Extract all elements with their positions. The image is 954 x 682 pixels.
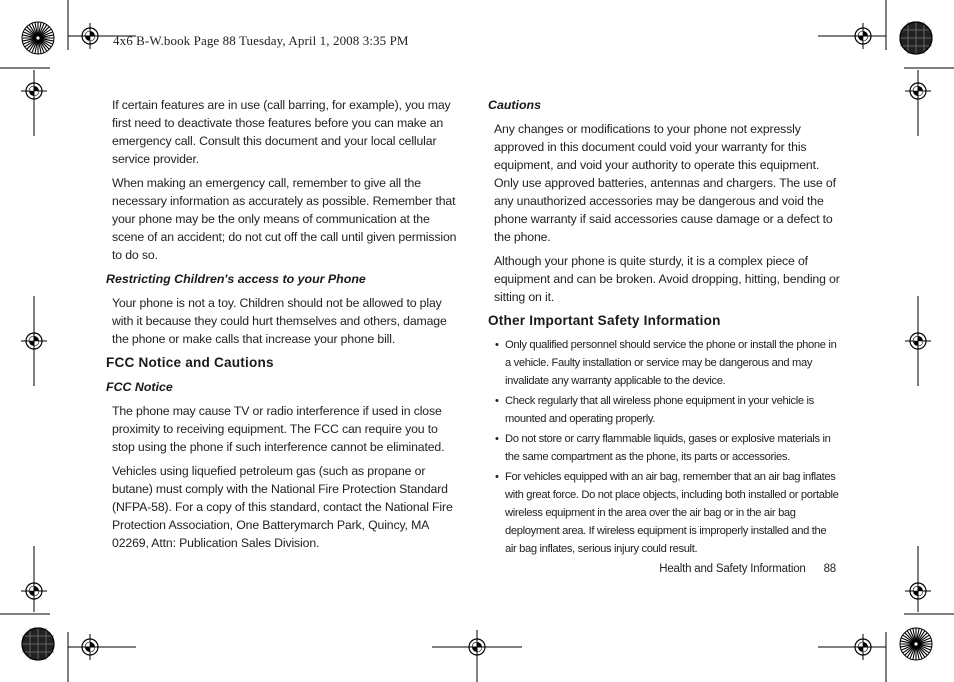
right-column [488,96,840,560]
heading-restricting-children: Restricting Children's access to your Phone [106,272,366,286]
emergency-paragraph-1: If certain features are in use (call barring, for example), you may first need to deactivate those features before you can make an emergency call. Consult this document and your local cellular service provider. [112,98,451,166]
fcc-paragraph-2: Vehicles using liquefied petroleum gas (such as propane or butane) must comply with the National Fire Protection Standard (NFPA-58). For a copy of this standard, contact the National Fire Protection Association, One Batterymarch Park, Quincy, MA 02269, Attn: Publication Sales Division. [112,464,453,550]
grid-target-icon [22,628,54,660]
cautions-paragraph-2: Although your phone is quite sturdy, it is a complex piece of equipment and can be broken. Avoid dropping, hitting, bending or sitting on it. [494,254,840,304]
children-paragraph: Your phone is not a toy. Children should not be allowed to play with it because they could hurt themselves and others, damage the phone or make calls that increase your phone bill. [112,296,447,346]
star-target-icon [900,628,932,660]
list-item-text: Only qualified personnel should service the phone or install the phone in a vehicle. Faulty installation or service may be dangerous and may invalidate any warranty applicable to the device. [505,339,837,387]
fcc-paragraph-1: The phone may cause TV or radio interference if used in close proximity to receiving equipment. The FCC can require you to stop using the phone if such interference cannot be eliminated. [112,404,445,454]
page-number: 88 [823,563,836,575]
heading-cautions: Cautions [488,98,542,112]
list-item [488,392,840,428]
list-item [488,336,840,390]
heading-fcc-notice: FCC Notice [106,380,173,394]
bullet-icon: • [495,395,499,407]
bullet-icon: • [495,433,499,445]
left-column [106,96,458,558]
star-target-icon [22,22,54,54]
heading-fcc-notice-and-cautions: FCC Notice and Cautions [106,355,274,370]
bullet-icon: • [495,471,499,483]
bullet-icon: • [495,339,499,351]
safety-bullet-list [488,336,840,558]
cautions-paragraph-1: Any changes or modifications to your phone not expressly approved in this document could void your warranty for this equipment, and void your authority to operate this equipment. Only use approved batteries, antennas and chargers. The use of any unauthorized accessories may be dangerous and void the phone warranty if said accessories cause damage or a defect to the phone. [494,122,836,244]
list-item-text: For vehicles equipped with an air bag, remember that an air bag inflates with great force. Do not place objects, including both installed or portable wireless equipment in the area over the air bag or in the air bag deployment area. If wireless equipment is improperly installed and the air bag inflates, serious injury could result. [505,471,839,555]
list-item-text: Do not store or carry flammable liquids, gases or explosive materials in the same compartment as the phone, its parts or accessories. [505,433,831,463]
footer-section-title: Health and Safety Information [659,563,806,575]
book-header: 4x6 B-W.book Page 88 Tuesday, April 1, 2008 3:35 PM [113,33,409,48]
list-item [488,430,840,466]
grid-target-icon [900,22,932,54]
list-item [488,468,840,558]
heading-other-safety-information: Other Important Safety Information [488,313,721,328]
emergency-paragraph-2: When making an emergency call, remember to give all the necessary information as accurately as possible. Remember that your phone may be the only means of communication at the scene of an accident; do not cut off the call until given permission to do so. [112,176,457,262]
page-footer [580,563,836,575]
list-item-text: Check regularly that all wireless phone equipment in your vehicle is mounted and operating properly. [505,395,814,425]
